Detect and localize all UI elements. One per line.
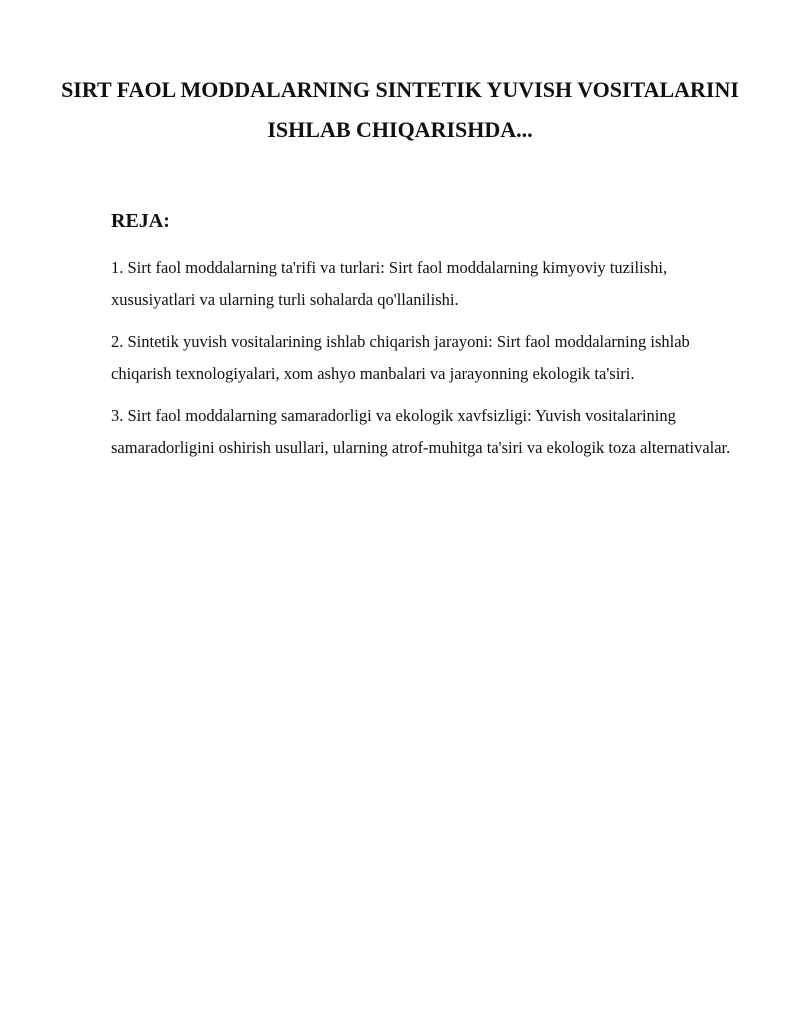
plan-heading: REJA: — [111, 210, 170, 232]
document-title: SIRT FAOL MODDALARNING SINTETIK YUVISH VOSITALARINI ISHLAB CHIQARISHDA... — [61, 77, 739, 142]
plan-item-2: 2. Sintetik yuvish vositalarining ishlab chiqarish jarayoni: Sirt faol moddalarning ishlab chiqarish texnologiyalari, xom ashyo manbalari va jarayonning ekologik ta'siri. — [111, 332, 690, 383]
plan-item-1: 1. Sirt faol moddalarning ta'rifi va turlari: Sirt faol moddalarning kimyoviy tuzilishi, xususiyatlari va ularning turli sohalarda qo'llanilishi. — [111, 258, 668, 309]
plan-item-3: 3. Sirt faol moddalarning samaradorligi va ekologik xavfsizligi: Yuvish vositalarining samaradorligini oshirish usullari, ularning atrof-muhitga ta'siri va ekologik toza alternativalar. — [111, 406, 731, 457]
plan-list — [111, 252, 751, 474]
